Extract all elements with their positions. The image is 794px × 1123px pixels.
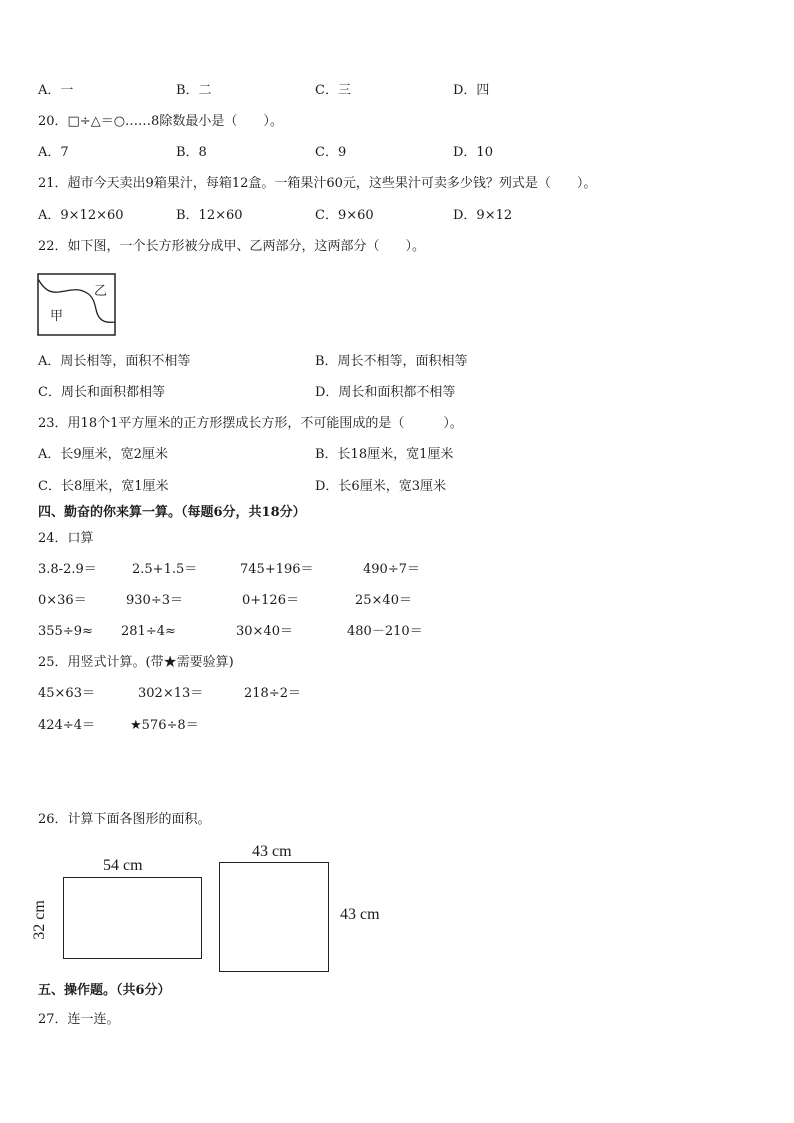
q23-option-d: D．长6厘米，宽3厘米 <box>315 479 446 494</box>
q24-r1-item2: 2.5+1.5＝ <box>132 562 198 577</box>
q24-r2-item1: 0×36＝ <box>38 593 87 608</box>
q24-r3-item3: 30×40＝ <box>236 624 293 639</box>
q19-option-c: C．三 <box>315 83 351 98</box>
q20-stem: 20．□÷△＝○……8除数最小是（ ）。 <box>38 114 283 129</box>
q25-r2-item2: ★576÷8＝ <box>130 718 199 733</box>
q25-r1-item1: 45×63＝ <box>38 686 95 701</box>
q20-option-d: D．10 <box>453 145 493 160</box>
q23-option-b: B．长18厘米，宽1厘米 <box>315 447 454 462</box>
q21-option-c: C．9×60 <box>315 208 374 223</box>
q19-option-a: A．一 <box>38 83 74 98</box>
q19-option-b: B．二 <box>176 83 212 98</box>
q22-label-yi: 乙 <box>94 284 108 299</box>
q24-r2-item3: 0+126＝ <box>242 593 299 608</box>
section4-title: 四、勤奋的你来算一算。（每题6分，共18分） <box>38 505 306 520</box>
q21-stem: 21．超市今天卖出9箱果汁，每箱12盒。一箱果汁60元，这些果汁可卖多少钱？列式是（ ）。 <box>38 176 597 191</box>
q22-option-c: C．周长和面积都相等 <box>38 385 165 400</box>
q24-r3-item1: 355÷9≈ <box>38 624 93 639</box>
q26-square-top-label: 43 cm <box>252 843 292 860</box>
q23-option-a: A．长9厘米，宽2厘米 <box>38 447 168 462</box>
q19-option-d: D．四 <box>453 83 490 98</box>
q24-r3-item2: 281÷4≈ <box>121 624 176 639</box>
q22-stem: 22．如下图，一个长方形被分成甲、乙两部分，这两部分（ ）。 <box>38 239 426 254</box>
q20-option-b: B．8 <box>176 145 207 160</box>
q22-label-jia: 甲 <box>50 309 64 324</box>
q26-square <box>219 862 329 972</box>
q24-r1-item3: 745+196＝ <box>240 562 314 577</box>
q21-option-b: B．12×60 <box>176 208 243 223</box>
section5-title: 五、操作题。（共6分） <box>38 983 171 998</box>
q22-option-a: A．周长相等，面积不相等 <box>38 354 191 369</box>
q26-square-side-label: 43 cm <box>340 906 380 923</box>
q25-stem: 25．用竖式计算。(带★需要验算) <box>38 655 234 670</box>
q25-r2-item1: 424÷4＝ <box>38 718 95 733</box>
q24-r1-item4: 490÷7＝ <box>363 562 420 577</box>
q21-option-d: D．9×12 <box>453 208 513 223</box>
q24-r2-item4: 25×40＝ <box>355 593 412 608</box>
q24-stem: 24．口算 <box>38 531 94 546</box>
q27-stem: 27．连一连。 <box>38 1012 120 1027</box>
q25-r1-item2: 302×13＝ <box>138 686 204 701</box>
q22-option-d: D．周长和面积都不相等 <box>315 385 456 400</box>
q24-r3-item4: 480－210＝ <box>347 624 423 639</box>
q26-rect-height-label: 32 cm <box>30 900 48 940</box>
q26-rect-width-label: 54 cm <box>103 857 143 874</box>
q24-r2-item2: 930÷3＝ <box>126 593 183 608</box>
q24-r1-item1: 3.8-2.9＝ <box>38 562 97 577</box>
q20-option-a: A．7 <box>38 145 69 160</box>
q26-stem: 26．计算下面各图形的面积。 <box>38 812 211 827</box>
q21-option-a: A．9×12×60 <box>38 208 124 223</box>
q26-rectangle <box>63 877 202 959</box>
q20-option-c: C．9 <box>315 145 347 160</box>
q25-r1-item3: 218÷2＝ <box>244 686 301 701</box>
q23-option-c: C．长8厘米，宽1厘米 <box>38 479 169 494</box>
q22-option-b: B．周长不相等，面积相等 <box>315 354 468 369</box>
q23-stem: 23．用18个1平方厘米的正方形摆成长方形，不可能围成的是（ ）。 <box>38 416 463 431</box>
q22-divided-rectangle-figure <box>37 273 117 337</box>
